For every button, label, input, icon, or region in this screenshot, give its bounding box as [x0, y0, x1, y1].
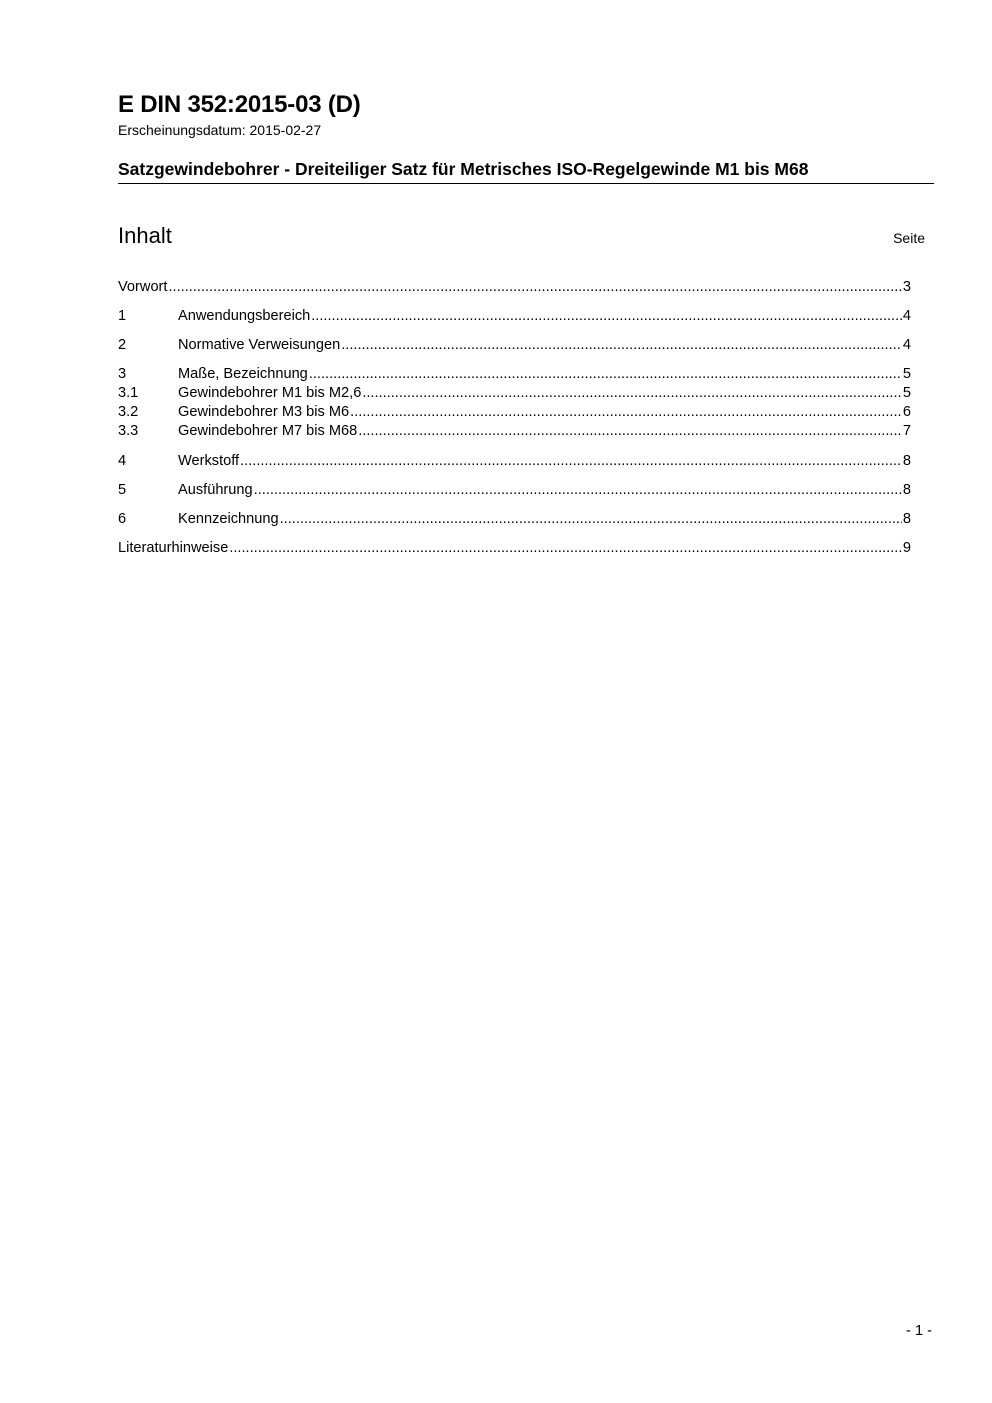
toc-entry-page: 6	[902, 404, 911, 420]
toc-entry-page: 5	[902, 366, 911, 382]
toc-entry-3-1[interactable]	[118, 384, 911, 403]
toc-entry-1[interactable]	[118, 307, 911, 326]
toc-leader-dots	[311, 307, 902, 326]
toc-entry-page: 3	[902, 279, 911, 295]
toc-heading: Inhalt	[118, 223, 172, 248]
toc-entry-page: 9	[902, 540, 911, 556]
toc-entry-number: 4	[118, 453, 127, 469]
toc-leader-dots	[240, 452, 902, 471]
toc-entry-3[interactable]	[118, 365, 911, 384]
toc-entry-vorwort[interactable]	[118, 278, 911, 297]
toc-entry-literaturhinweise[interactable]	[118, 539, 911, 558]
toc-entry-text: Kennzeichnung	[178, 511, 279, 527]
toc-entry-text: Maße, Bezeichnung	[178, 366, 308, 382]
toc-entry-page: 8	[902, 453, 911, 469]
toc-entry-5[interactable]	[118, 481, 911, 500]
toc-page-column-label: Seite	[893, 230, 925, 246]
toc-entry-6[interactable]	[118, 510, 911, 529]
toc-entry-text: Gewindebohrer M7 bis M68	[178, 423, 358, 439]
toc-leader-dots	[254, 481, 902, 500]
toc-entry-text: Gewindebohrer M1 bis M2,6	[178, 385, 362, 401]
toc-entry-text: Anwendungsbereich	[178, 308, 311, 324]
toc-entry-text: Werkstoff	[178, 453, 240, 469]
title-underline	[118, 183, 934, 184]
publication-date: Erscheinungsdatum: 2015-02-27	[118, 122, 322, 138]
toc-entry-number: 3.3	[118, 423, 139, 439]
toc-leader-dots	[229, 539, 902, 558]
toc-leader-dots	[168, 278, 901, 297]
toc-leader-dots	[309, 365, 902, 384]
toc-entry-text: Normative Verweisungen	[178, 337, 341, 353]
toc-entry-2[interactable]	[118, 336, 911, 355]
toc-leader-dots	[358, 422, 902, 441]
toc-leader-dots	[280, 510, 902, 529]
toc-entry-number: 3.2	[118, 404, 139, 420]
toc-leader-dots	[341, 336, 902, 355]
toc-entry-page: 7	[902, 423, 911, 439]
toc-entry-page: 8	[902, 511, 911, 527]
toc-entry-text: Literaturhinweise	[118, 540, 229, 556]
document-id: E DIN 352:2015-03 (D)	[118, 91, 361, 118]
toc-leader-dots	[362, 384, 902, 403]
toc-entry-text: Gewindebohrer M3 bis M6	[178, 404, 350, 420]
toc-entry-page: 5	[902, 385, 911, 401]
toc-entry-number: 1	[118, 308, 127, 324]
toc-entry-number: 3.1	[118, 385, 139, 401]
toc-entry-page: 8	[902, 482, 911, 498]
toc-entry-text: Ausführung	[178, 482, 253, 498]
toc-entry-page: 4	[902, 308, 911, 324]
toc-entry-number: 2	[118, 337, 127, 353]
toc-entry-3-3[interactable]	[118, 422, 911, 441]
toc-entry-3-2[interactable]	[118, 403, 911, 422]
toc-entry-number: 3	[118, 366, 127, 382]
toc-leader-dots	[350, 403, 902, 422]
toc-entry-page: 4	[902, 337, 911, 353]
toc-entry-number: 6	[118, 511, 127, 527]
document-title: Satzgewindebohrer - Dreiteiliger Satz für Metrisches ISO-Regelgewinde M1 bis M68	[118, 159, 809, 179]
toc-entry-4[interactable]	[118, 452, 911, 471]
toc-entry-text: Vorwort	[118, 279, 168, 295]
toc-entry-number: 5	[118, 482, 127, 498]
page-number: - 1 -	[906, 1323, 932, 1339]
